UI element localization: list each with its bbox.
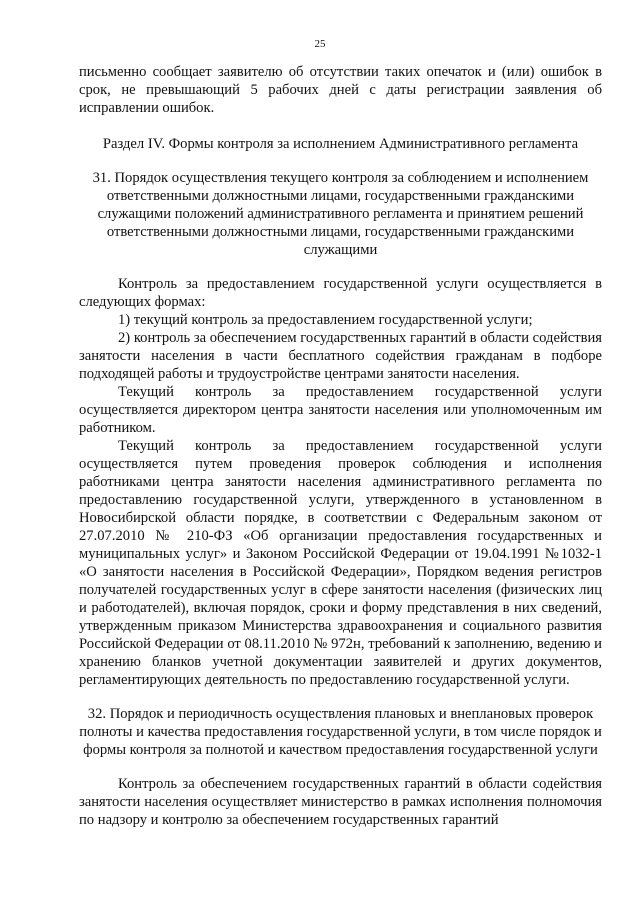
section-title: Раздел IV. Формы контроля за исполнением Административного регламента [102, 136, 579, 152]
page-content [79, 63, 602, 829]
intro-paragraph: письменно сообщает заявителю об отсутствии таких опечаток и (или) ошибок в срок, не превышающий 5 рабочих дней с даты регистрации заявления об исправлении ошибок. [79, 64, 602, 116]
list-item-2: 2) контроль за обеспечением государственных гарантий в области содействия занятости населения в части бесплатного содействия гражданам в подборе подходящей работы и трудоустройстве центрами занятости населения. [79, 330, 602, 382]
paragraph-control-forms: Контроль за предоставлением государственной услуги осуществляется в следующих формах: [79, 276, 602, 310]
paragraph-current-control-director: Текущий контроль за предоставлением государственной услуги осуществляется директором центра занятости населения или уполномоченным им работником. [79, 384, 602, 436]
paragraph-current-control-checks: Текущий контроль за предоставлением государственной услуги осуществляется путем проведения проверок соблюдения и исполнения работниками центра занятости населения административного регламента по предоставлению государственной услуги, утвержденного в установленном в Новосибирской области порядке, в соответствии с Федеральным законом от 27.07.2010 № 210-ФЗ «Об организации предоставления государственных и муниципальных услуг» и Законом Российской Федерации от 19.04.1991 №1032-1 «О занятости населения в Российской Федерации», Порядком ведения регистров получателей государственных услуг в сфере занятости населения (физических лиц и работодателей), включая порядок, сроки и форму представления в них сведений, утвержденным приказом Министерства здравоохранения и социального развития Российской Федерации от 08.11.2010 № 972н, требований к заполнению, ведению и хранению бланков учетной документации заявителей и других документов, регламентирующих деятельность по предоставлению государственной услуги. [79, 438, 602, 688]
paragraph-guarantees-control: Контроль за обеспечением государственных гарантий в области содействия занятости населения осуществляет министерство в рамках исполнения полномочия по надзору и контролю за обеспечением государственных гарантий [79, 776, 602, 828]
list-item-1: 1) текущий контроль за предоставлением государственной услуги; [118, 312, 533, 328]
page-number: 25 [314, 38, 326, 50]
heading-31: 31. Порядок осуществления текущего контроля за соблюдением и исполнением ответственными должностными лицами, государственными гражданскими служащими положений административного регламента и принятием решений ответственными должностными лицами, государственными гражданскими служащими [92, 170, 589, 258]
heading-32: 32. Порядок и периодичность осуществления плановых и внеплановых проверок полноты и качества предоставления государственной услуги, в том числе порядок и формы контроля за полнотой и качеством предоставления государственной услуги [79, 706, 602, 758]
